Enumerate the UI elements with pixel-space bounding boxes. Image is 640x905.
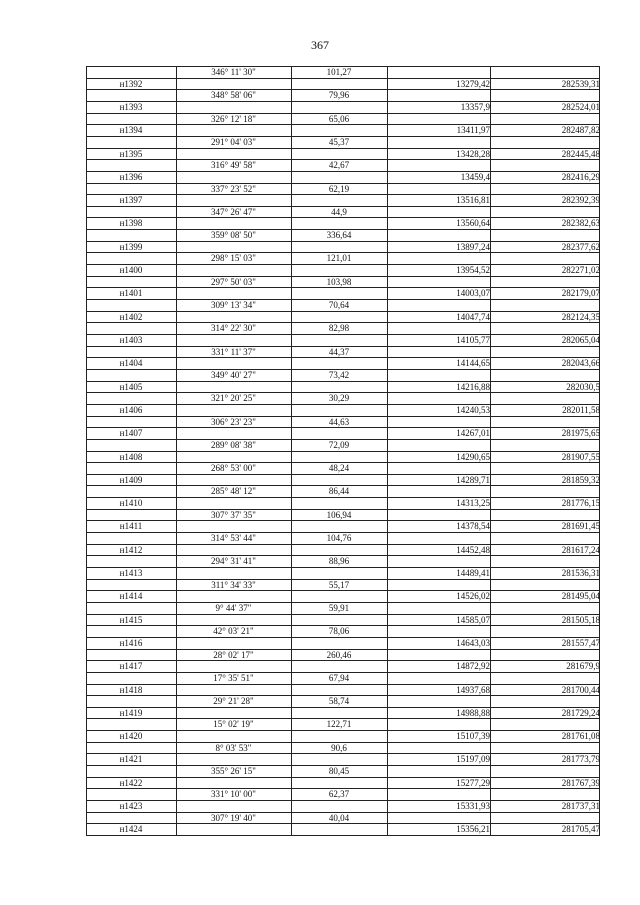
length-cell: 86,44 [328, 486, 350, 497]
x-coordinate-cell: 13411,97 [456, 125, 490, 136]
y-coordinate-cell: 282030,5 [566, 381, 600, 392]
x-coordinate-cell: 13279,42 [456, 78, 490, 89]
y-coordinate-cell: 281557,47 [561, 637, 600, 648]
angle-cell: 331° 10' 00" [211, 789, 256, 800]
point-cell: н1397 [119, 195, 143, 206]
length-cell: 82,98 [328, 323, 350, 334]
x-coordinate-cell: 15277,29 [456, 777, 490, 788]
point-cell: н1406 [119, 404, 143, 415]
angle-cell: 9° 44' 37" [215, 602, 252, 613]
y-coordinate-cell: 282271,02 [561, 265, 600, 276]
angle-cell: 349° 40' 27" [211, 369, 256, 380]
length-cell: 42,67 [328, 160, 350, 171]
y-coordinate-cell: 281859,32 [561, 474, 600, 485]
length-cell: 336,64 [326, 230, 352, 241]
y-coordinate-cell: 281773,79 [561, 754, 600, 765]
point-cell: н1411 [119, 521, 143, 532]
y-coordinate-cell: 282392,39 [561, 195, 600, 206]
length-cell: 79,96 [328, 90, 350, 101]
angle-cell: 289° 08' 38" [211, 439, 256, 450]
coordinates-table [86, 66, 600, 835]
angle-cell: 314° 22' 30" [211, 323, 256, 334]
x-coordinate-cell: 15107,39 [456, 731, 490, 742]
point-cell: н1408 [119, 451, 143, 462]
length-cell: 72,09 [328, 439, 350, 450]
length-cell: 90,6 [331, 742, 347, 753]
length-cell: 103,98 [326, 276, 352, 287]
angle-cell: 298° 15' 03" [211, 253, 256, 264]
point-cell: н1393 [119, 101, 143, 112]
length-cell: 80,45 [328, 766, 350, 777]
point-cell: н1401 [119, 288, 143, 299]
x-coordinate-cell: 13516,81 [456, 195, 490, 206]
point-cell: н1395 [119, 148, 143, 159]
point-cell: н1420 [119, 731, 143, 742]
angle-cell: 359° 08' 50" [211, 230, 256, 241]
y-coordinate-cell: 281705,47 [561, 824, 600, 835]
point-cell: н1396 [119, 171, 143, 182]
length-cell: 78,06 [328, 626, 350, 637]
y-coordinate-cell: 282377,62 [561, 241, 600, 252]
point-cell: н1421 [119, 754, 143, 765]
point-cell: н1412 [119, 544, 143, 555]
length-cell: 62,19 [328, 183, 350, 194]
length-cell: 48,24 [328, 463, 350, 474]
x-coordinate-cell: 14585,07 [456, 614, 490, 625]
angle-cell: 306° 23' 23" [211, 416, 256, 427]
point-cell: н1392 [119, 78, 143, 89]
point-cell: н1422 [119, 777, 143, 788]
angle-cell: 307° 19' 40" [211, 812, 256, 823]
x-coordinate-cell: 14378,54 [456, 521, 490, 532]
angle-cell: 316° 49' 58" [211, 160, 256, 171]
y-coordinate-cell: 282065,04 [561, 334, 600, 345]
length-cell: 101,27 [326, 67, 352, 77]
y-coordinate-cell: 282382,63 [561, 218, 600, 229]
angle-cell: 309° 13' 34" [211, 300, 256, 311]
length-cell: 65,06 [328, 113, 350, 124]
y-coordinate-cell: 282124,35 [561, 311, 600, 322]
y-coordinate-cell: 281536,31 [561, 568, 600, 578]
x-coordinate-cell: 14240,53 [456, 404, 490, 415]
x-coordinate-cell: 14105,77 [456, 334, 490, 345]
length-cell: 44,63 [328, 416, 350, 427]
y-coordinate-cell: 281617,24 [561, 544, 600, 555]
angle-cell: 307° 37' 35" [211, 509, 256, 520]
point-cell: н1405 [119, 381, 143, 392]
length-cell: 58,74 [328, 696, 350, 707]
length-cell: 62,37 [328, 789, 350, 800]
point-cell: н1413 [119, 568, 143, 578]
point-cell: н1417 [119, 661, 143, 672]
point-cell: н1424 [119, 824, 143, 835]
x-coordinate-cell: 15356,21 [456, 824, 490, 835]
x-coordinate-cell: 14003,07 [456, 288, 490, 299]
point-cell: н1418 [119, 684, 143, 695]
y-coordinate-cell: 281767,39 [561, 777, 600, 788]
length-cell: 30,29 [328, 393, 350, 404]
point-cell: н1410 [119, 498, 143, 509]
x-coordinate-cell: 14643,03 [456, 637, 490, 648]
x-coordinate-cell: 14872,92 [456, 661, 490, 672]
y-coordinate-cell: 282416,29 [561, 171, 600, 182]
angle-cell: 17° 35' 51" [213, 672, 254, 683]
angle-cell: 326° 12' 18" [211, 113, 256, 124]
point-cell: н1399 [119, 241, 143, 252]
x-coordinate-cell: 15197,09 [456, 754, 490, 765]
angle-cell: 321° 20' 25" [211, 393, 256, 404]
angle-cell: 15° 02' 19" [213, 719, 254, 730]
point-cell: н1409 [119, 474, 143, 485]
length-cell: 121,01 [326, 253, 352, 264]
x-coordinate-cell: 13357,9 [460, 101, 490, 112]
y-coordinate-cell: 282524,01 [561, 101, 600, 112]
y-coordinate-cell: 281761,08 [561, 731, 600, 742]
y-coordinate-cell: 281679,9 [566, 661, 600, 672]
angle-cell: 346° 11' 30" [211, 67, 256, 77]
x-coordinate-cell: 14489,41 [456, 568, 490, 578]
x-coordinate-cell: 14290,65 [456, 451, 490, 462]
x-coordinate-cell: 15331,93 [456, 801, 490, 812]
length-cell: 73,42 [328, 369, 350, 380]
angle-cell: 285° 48' 12" [211, 486, 256, 497]
point-cell: н1419 [119, 707, 143, 718]
angle-cell: 291° 04' 03" [211, 136, 256, 147]
y-coordinate-cell: 281776,15 [561, 498, 600, 509]
point-cell: н1394 [119, 125, 143, 136]
y-coordinate-cell: 282011,58 [562, 404, 600, 415]
x-coordinate-cell: 14144,65 [456, 358, 490, 369]
length-cell: 104,76 [326, 533, 352, 544]
x-coordinate-cell: 13428,28 [456, 148, 490, 159]
point-cell: н1400 [119, 265, 143, 276]
y-coordinate-cell: 281700,44 [561, 684, 600, 695]
y-coordinate-cell: 281737,31 [561, 801, 600, 812]
x-coordinate-cell: 13897,24 [456, 241, 490, 252]
y-coordinate-cell: 281691,45 [561, 521, 600, 532]
x-coordinate-cell: 13459,4 [460, 171, 490, 182]
angle-cell: 294° 31' 41" [211, 556, 256, 567]
angle-cell: 28° 02' 17" [213, 649, 254, 660]
angle-cell: 297° 50' 03" [211, 276, 256, 287]
x-coordinate-cell: 14526,02 [456, 591, 490, 602]
x-coordinate-cell: 14452,48 [456, 544, 490, 555]
length-cell: 88,96 [328, 556, 350, 567]
angle-cell: 42° 03' 21" [213, 626, 254, 637]
x-coordinate-cell: 14289,71 [456, 474, 490, 485]
point-cell: н1402 [119, 311, 143, 322]
point-cell: н1416 [119, 637, 143, 648]
y-coordinate-cell: 282487,82 [561, 125, 600, 136]
angle-cell: 29° 21' 28" [213, 696, 254, 707]
point-cell: н1415 [119, 614, 143, 625]
point-cell: н1404 [119, 358, 143, 369]
y-coordinate-cell: 282539,31 [561, 78, 600, 89]
angle-cell: 355° 26' 15" [211, 766, 256, 777]
y-coordinate-cell: 282043,66 [561, 358, 600, 369]
length-cell: 40,04 [328, 812, 350, 823]
length-cell: 67,94 [328, 672, 350, 683]
y-coordinate-cell: 281505,18 [561, 614, 600, 625]
angle-cell: 311° 34' 33" [211, 579, 256, 590]
angle-cell: 8° 03' 53" [215, 742, 252, 753]
x-coordinate-cell: 13954,52 [456, 265, 490, 276]
angle-cell: 268° 53' 00" [211, 463, 256, 474]
y-coordinate-cell: 282445,48 [561, 148, 600, 159]
length-cell: 70,64 [328, 300, 350, 311]
length-cell: 106,94 [326, 509, 352, 520]
angle-cell: 314° 53' 44" [211, 533, 256, 544]
x-coordinate-cell: 14216,88 [456, 381, 490, 392]
angle-cell: 337° 23' 52" [211, 183, 256, 194]
y-coordinate-cell: 282179,07 [561, 288, 600, 299]
page-number: 367 [311, 38, 329, 52]
length-cell: 59,91 [328, 602, 350, 613]
length-cell: 122,71 [326, 719, 352, 730]
angle-cell: 347° 26' 47" [211, 206, 256, 217]
y-coordinate-cell: 281975,65 [561, 428, 600, 439]
y-coordinate-cell: 281495,04 [561, 591, 600, 602]
point-cell: н1403 [119, 334, 143, 345]
angle-cell: 348° 58' 06" [211, 90, 256, 101]
length-cell: 45,37 [328, 136, 350, 147]
point-cell: н1407 [119, 428, 143, 439]
angle-cell: 331° 11' 37" [211, 346, 256, 357]
x-coordinate-cell: 14267,01 [456, 428, 490, 439]
x-coordinate-cell: 14937,68 [456, 684, 490, 695]
x-coordinate-cell: 14988,88 [456, 707, 490, 718]
y-coordinate-cell: 281907,55 [561, 451, 600, 462]
length-cell: 55,17 [328, 579, 350, 590]
point-cell: н1423 [119, 801, 143, 812]
x-coordinate-cell: 13560,64 [456, 218, 490, 229]
x-coordinate-cell: 14047,74 [456, 311, 490, 322]
x-coordinate-cell: 14313,25 [456, 498, 490, 509]
y-coordinate-cell: 281729,24 [561, 707, 600, 718]
point-cell: н1398 [119, 218, 143, 229]
length-cell: 44,37 [328, 346, 350, 357]
point-cell: н1414 [119, 591, 143, 602]
length-cell: 260,46 [326, 649, 352, 660]
length-cell: 44,9 [331, 206, 347, 217]
